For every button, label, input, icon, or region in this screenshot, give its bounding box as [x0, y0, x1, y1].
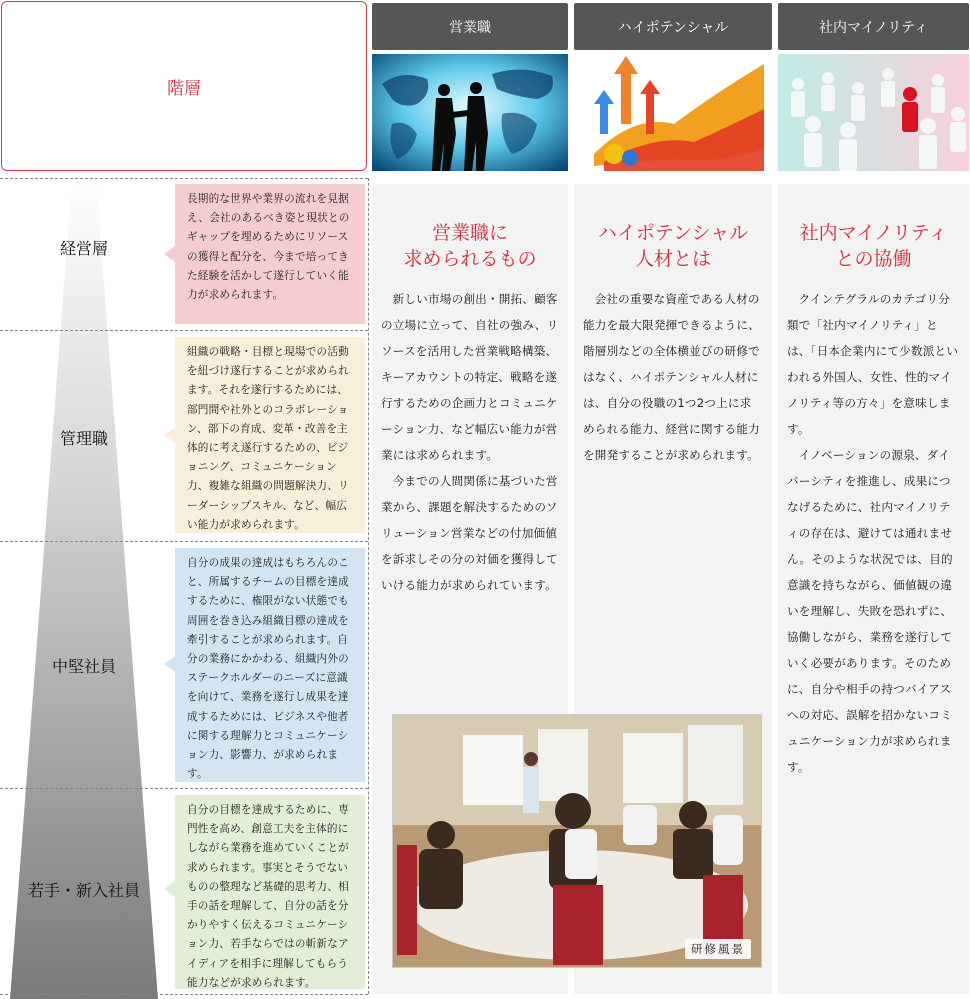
high-potential-title-line1: ハイポテンシャル — [597, 222, 749, 244]
level-description-junior: 自分の目標を達成するために、専門性を高め、創意工夫を主体的にしながら業務を進めていくことが求められます。事実とそうでないものの整理など基礎的思考力、相手の話を理解して、自分の話を分かりやすく伝えるコミュニケーション力、若手ならではの斬新なアイディアを相手に理解してもらう能力などが求められます。 — [175, 795, 365, 989]
minority-title — [778, 220, 969, 272]
high-potential-text — [574, 286, 772, 468]
level-description-executive: 長期的な世界や業界の流れを見据え、会社のあるべき姿と現状とのギャップを埋めるためにリソースの獲得と配分を、今まで培ってきた経験を活かして遂行していく能力が求められます。 — [175, 184, 365, 324]
column-minority — [778, 184, 969, 994]
high-potential-title-line2: 人材とは — [634, 248, 711, 270]
sales-title-line1: 営業職に — [431, 222, 508, 244]
level-label-executive: 経営層 — [59, 239, 108, 258]
divider — [0, 541, 368, 542]
sales-paragraph: 新しい市場の創出・開拓、顧客の立場に立って、自社の強み、リソースを活用した営業戦略構築、キーアカウントの特定、戦略を遂行するための企画力とコミュニケーション力、など幅広い能力が営業には求められます。 — [381, 292, 559, 462]
column-header-high-potential: ハイポテンシャル — [574, 3, 772, 50]
level-label-mid-level: 中堅社員 — [51, 657, 116, 676]
sales-paragraph: 今までの人間関係に基づいた営業から、課題を解決するためのソリューション営業などの付加価値を訴求しその分の対価を獲得していける能力が求められています。 — [381, 474, 558, 592]
minority-title-line2: との協働 — [835, 248, 912, 270]
divider — [368, 178, 369, 994]
divider — [0, 330, 368, 331]
minority-image — [778, 54, 969, 171]
photo-caption: 研修風景 — [685, 939, 751, 959]
divider — [0, 178, 368, 179]
column-header-sales: 営業職 — [372, 3, 568, 50]
sales-text — [372, 286, 568, 598]
sales-title — [372, 220, 568, 272]
hierarchy-title: 階層 — [167, 78, 201, 99]
training-photo — [392, 714, 762, 968]
column-header-minority: 社内マイノリティ — [778, 3, 969, 50]
hierarchy-pyramid — [0, 178, 160, 999]
divider — [0, 994, 368, 995]
sales-image — [372, 54, 568, 171]
level-label-manager: 管理職 — [59, 429, 108, 448]
level-description-mid-level: 自分の成果の達成はもちろんのこと、所属するチームの目標を達成するために、権限がない状態でも周囲を巻き込み組織目標の達成を牽引することが求められます。自分の業務にかかわる、組織内外のステークホルダーのニーズに意識を向けて、業務を遂行し成果を達成するためには、ビジネスや他者に関する理解力とコミュニケーション力、影響力、が求められます。 — [175, 548, 365, 782]
minority-text — [778, 286, 969, 780]
level-description-manager: 組織の戦略・目標と現場での活動を紐づけ遂行することが求められます。それを遂行するためには、部門間や社外とのコラボレーション、部下の育成、変革・改善を主体的に考え遂行するための、ビジョニング、コミュニケーション力、複雑な組織の問題解決力、リーダーシップスキル、など、幅広い能力が求められます。 — [175, 337, 365, 533]
high-potential-image — [574, 54, 772, 171]
divider — [0, 788, 368, 789]
hierarchy-header — [1, 1, 367, 171]
high-potential-paragraph: 会社の重要な資産である人材の能力を最大限発揮できるように、階層別などの全体横並びの研修ではなく、ハイポテンシャル人材には、自分の役職の1つ2つ上に求められる能力、経営に関する能力を開発することが求められます。 — [583, 292, 760, 462]
minority-paragraph: クインテグラルのカテゴリ分類で「社内マイノリティ」とは、「日本企業内にて少数派といわれる外国人、女性、性的マイノリティ等の方々」を意味します。 — [787, 292, 959, 436]
minority-paragraph: イノベーションの源泉、ダイバーシティを推進し、成果につなげるために、社内マイノリティの存在は、避けては通れません。そのような状況では、目的意識を持ちながら、価値観の違いを理解し、失敗を恐れずに、協働しながら、業務を遂行していく必要があります。そのために、自分や相手の持つバイアスへの対応、誤解を招かないコミュニケーション力が求められます。 — [787, 448, 953, 774]
high-potential-title — [574, 220, 772, 272]
minority-title-line1: 社内マイノリティ — [799, 222, 948, 244]
sales-title-line2: 求められるもの — [403, 248, 537, 270]
level-label-junior: 若手・新入社員 — [27, 881, 140, 900]
